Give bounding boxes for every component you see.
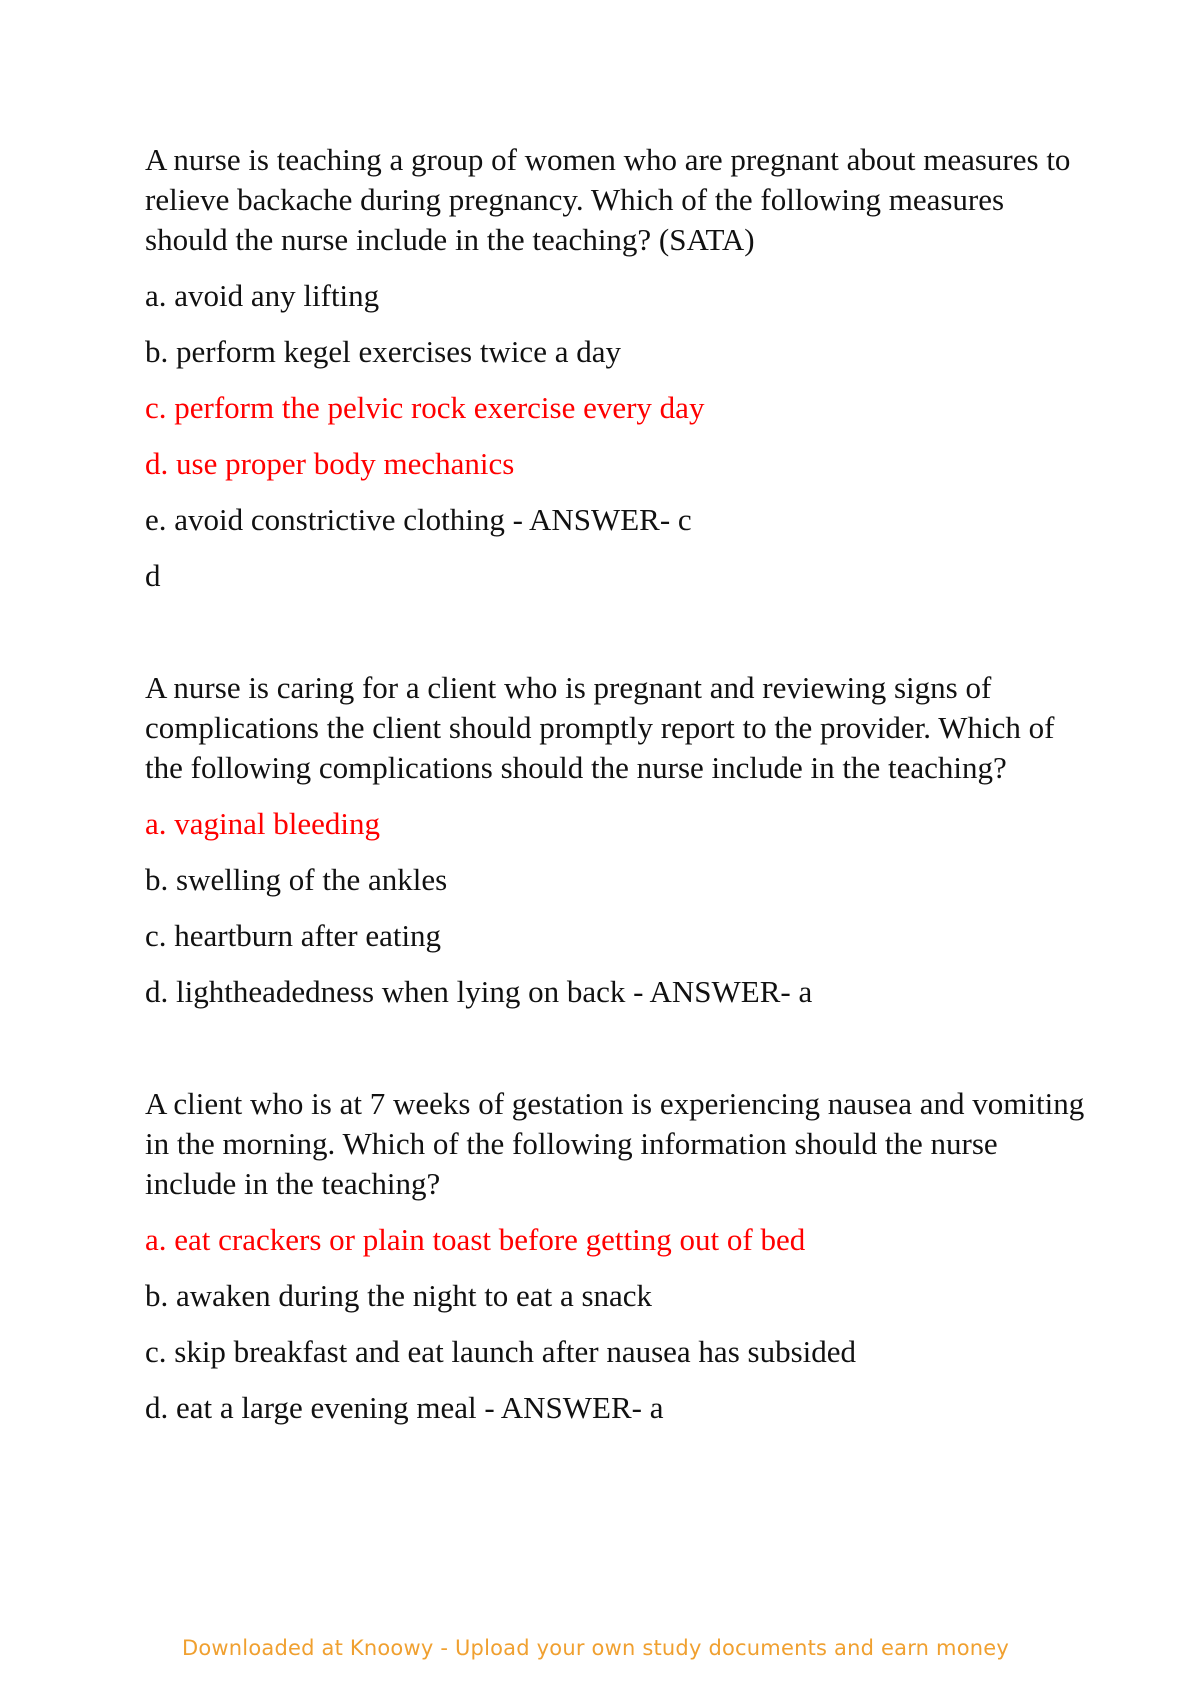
- question-option: b. awaken during the night to eat a snack: [145, 1278, 653, 1313]
- question-3: [145, 1084, 1085, 1444]
- question-option-correct: d. use proper body mechanics: [145, 446, 515, 481]
- question-stem: A nurse is caring for a client who is pregnant and reviewing signs of complications the client should promptly report to the provider. Which of the following complications should the nurse include in the teaching?: [145, 670, 1055, 785]
- question-option-correct: c. perform the pelvic rock exercise every day: [145, 390, 705, 425]
- question-1: [145, 140, 1085, 596]
- question-stem: A nurse is teaching a group of women who are pregnant about measures to relieve backache during pregnancy. Which of the following measures should the nurse include in the teaching? (SATA): [145, 142, 1071, 257]
- answer-continuation: d: [145, 558, 161, 593]
- question-option: b. swelling of the ankles: [145, 862, 448, 897]
- question-option-correct: a. vaginal bleeding: [145, 806, 380, 841]
- question-option: c. heartburn after eating: [145, 918, 442, 953]
- question-option: c. skip breakfast and eat launch after nausea has subsided: [145, 1334, 857, 1369]
- question-option: e. avoid constrictive clothing - ANSWER- c: [145, 502, 692, 537]
- question-option-correct: a. eat crackers or plain toast before getting out of bed: [145, 1222, 806, 1257]
- question-option: b. perform kegel exercises twice a day: [145, 334, 621, 369]
- question-2: [145, 668, 1085, 1028]
- download-footer: Downloaded at Knoowy - Upload your own study documents and earn money: [181, 1636, 1010, 1660]
- question-stem: A client who is at 7 weeks of gestation is experiencing nausea and vomiting in the morning. Which of the following information should the nurse include in the teaching?: [145, 1086, 1085, 1201]
- question-option: a. avoid any lifting: [145, 278, 380, 313]
- question-option: d. lightheadedness when lying on back - ANSWER- a: [145, 974, 813, 1009]
- question-option: d. eat a large evening meal - ANSWER- a: [145, 1390, 664, 1425]
